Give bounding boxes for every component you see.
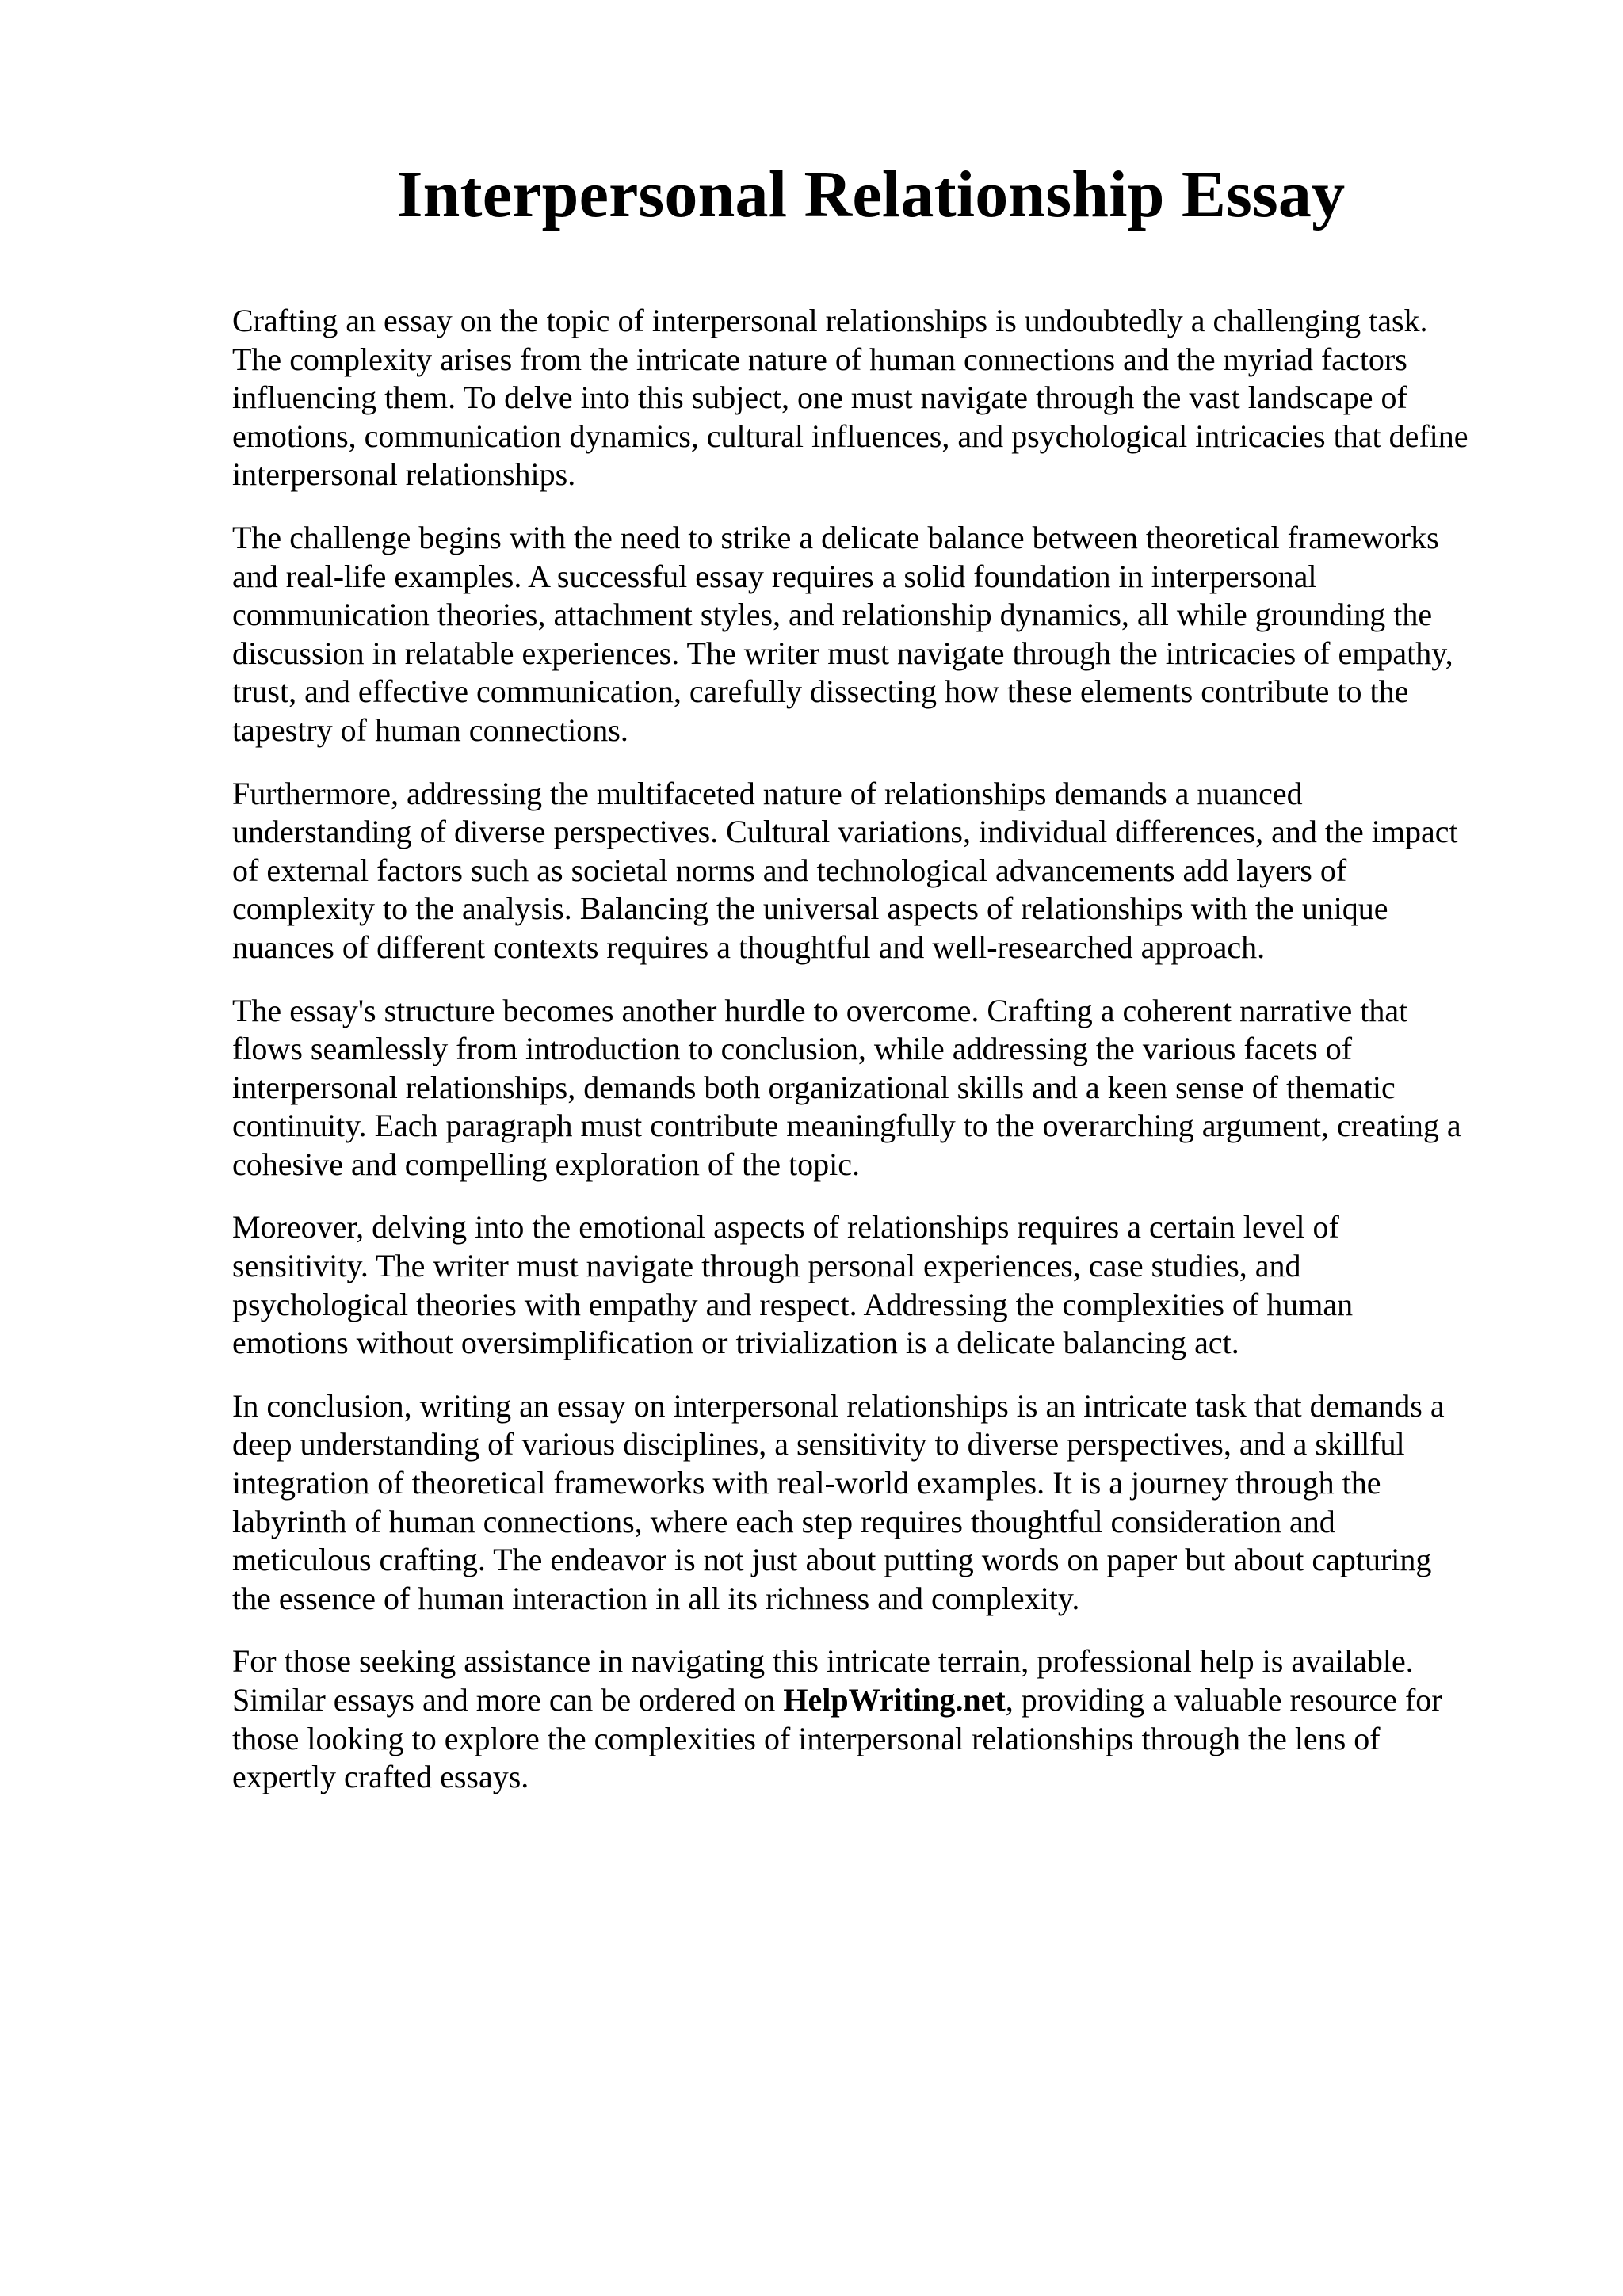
paragraph-line: flows seamlessly from introduction to conclusion, while addressing the various facets of <box>232 1031 1353 1067</box>
paragraph-line <box>232 1681 1595 1720</box>
paragraph-line: The essay's structure becomes another hurdle to overcome. Crafting a coherent narrative that <box>232 992 1408 1028</box>
paragraph-line: continuity. Each paragraph must contribute meaningfully to the overarching argument, creating a <box>232 1108 1461 1144</box>
paragraph-line: Moreover, delving into the emotional aspects of relationships requires a certain level of <box>232 1209 1339 1245</box>
paragraph-line: understanding of diverse perspectives. Cultural variations, individual differences, and the impact <box>232 814 1458 850</box>
closing-text-before-link: Similar essays and more can be ordered on <box>232 1682 784 1718</box>
paragraph-line: cohesive and compelling exploration of the topic. <box>232 1146 860 1182</box>
paragraph-line: the essence of human interaction in all its richness and complexity. <box>232 1580 1080 1616</box>
paragraph-line: complexity to the analysis. Balancing the universal aspects of relationships with the unique <box>232 891 1388 927</box>
paragraph-line: those looking to explore the complexities of interpersonal relationships through the lens of <box>232 1720 1381 1756</box>
paragraph-line: communication theories, attachment styles, and relationship dynamics, all while grounding the <box>232 597 1433 633</box>
paragraph-1 <box>232 302 1595 494</box>
paragraph-line: For those seeking assistance in navigating this intricate terrain, professional help is available. <box>232 1643 1414 1680</box>
paragraph-2 <box>232 519 1595 750</box>
paragraph-line: trust, and effective communication, carefully dissecting how these elements contribute to the <box>232 673 1409 710</box>
paragraph-line: and real-life examples. A successful essay requires a solid foundation in interpersonal <box>232 558 1317 594</box>
paragraph-5 <box>232 1208 1595 1362</box>
paragraph-line: of external factors such as societal norms and technological advancements add layers of <box>232 852 1347 888</box>
paragraph-3 <box>232 775 1595 967</box>
paragraph-line: nuances of different contexts requires a thoughtful and well-researched approach. <box>232 929 1266 965</box>
paragraph-line: integration of theoretical frameworks with real-world examples. It is a journey through the <box>232 1465 1381 1501</box>
paragraph-line: interpersonal relationships. <box>232 456 576 493</box>
closing-text-after-link: , providing a valuable resource for <box>1005 1682 1442 1718</box>
closing-paragraph <box>232 1642 1595 1796</box>
paragraph-line: In conclusion, writing an essay on interpersonal relationships is an intricate task that demands a <box>232 1387 1445 1424</box>
paragraph-line: emotions without oversimplification or trivialization is a delicate balancing act. <box>232 1325 1239 1361</box>
paragraph-line: tapestry of human connections. <box>232 711 628 748</box>
essay-title: Interpersonal Relationship Essay <box>396 158 1346 231</box>
paragraph-line: meticulous crafting. The endeavor is not just about putting words on paper but about capturing <box>232 1542 1432 1578</box>
helpwriting-link[interactable]: HelpWriting.net <box>783 1682 1006 1718</box>
paragraph-line: influencing them. To delve into this subject, one must navigate through the vast landscape of <box>232 379 1407 416</box>
paragraph-line: Crafting an essay on the topic of interpersonal relationships is undoubtedly a challenging task. <box>232 303 1428 338</box>
paragraph-6 <box>232 1387 1595 1619</box>
paragraph-line: The challenge begins with the need to strike a delicate balance between theoretical frameworks <box>232 519 1439 555</box>
paragraph-line: sensitivity. The writer must navigate through personal experiences, case studies, and <box>232 1248 1301 1284</box>
essay-body <box>232 302 1595 1821</box>
paragraph-line: emotions, communication dynamics, cultural influences, and psychological intricacies that define <box>232 418 1468 454</box>
paragraph-line: deep understanding of various disciplines, a sensitivity to diverse perspectives, and a skillful <box>232 1426 1405 1463</box>
paragraph-4 <box>232 992 1595 1184</box>
paragraph-line: expertly crafted essays. <box>232 1759 529 1795</box>
paragraph-line: labyrinth of human connections, where each step requires thoughtful consideration and <box>232 1503 1335 1539</box>
paragraph-line: The complexity arises from the intricate nature of human connections and the myriad factors <box>232 341 1407 377</box>
paragraph-line: interpersonal relationships, demands both organizational skills and a keen sense of thematic <box>232 1069 1396 1105</box>
paragraph-line: psychological theories with empathy and respect. Addressing the complexities of human <box>232 1286 1354 1322</box>
paragraph-line: Furthermore, addressing the multifaceted nature of relationships demands a nuanced <box>232 775 1303 811</box>
paragraph-line: discussion in relatable experiences. The writer must navigate through the intricacies of empathy, <box>232 635 1453 671</box>
